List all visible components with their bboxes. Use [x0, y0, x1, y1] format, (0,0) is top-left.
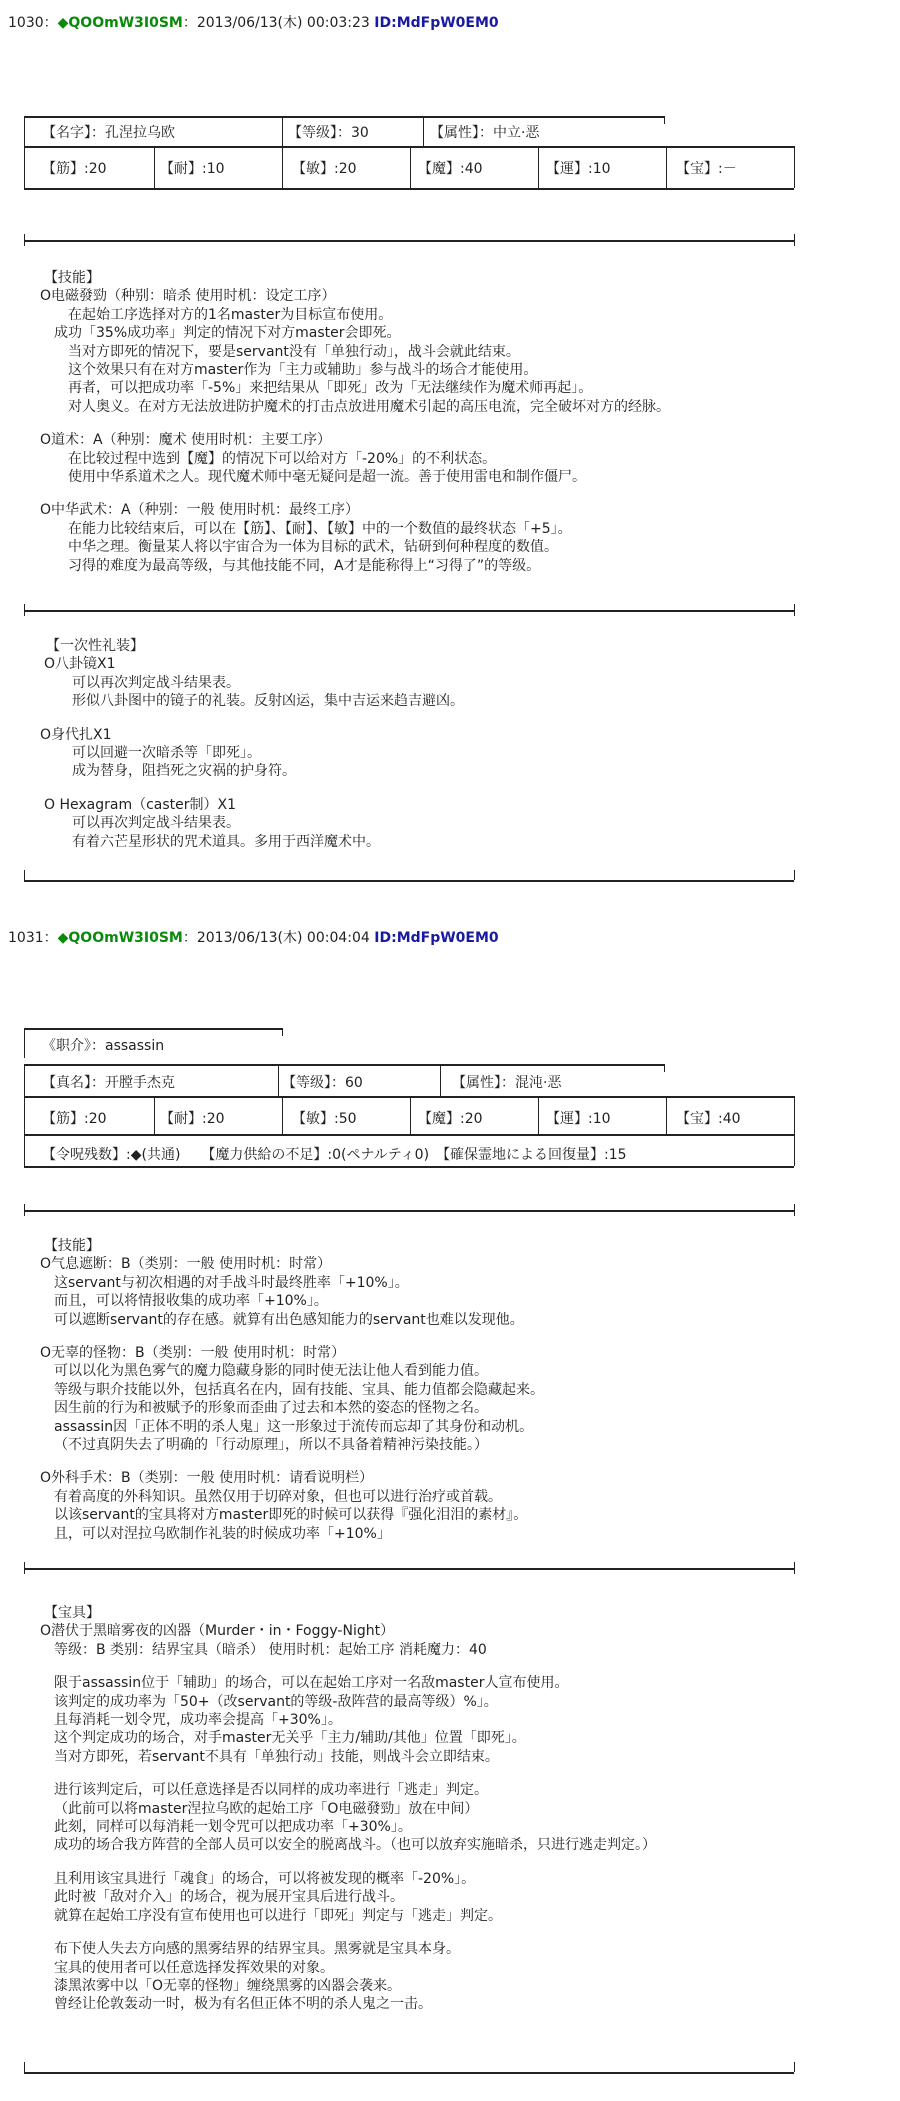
item-name: O Hexagram（caster制）X1 [44, 796, 237, 813]
servant-name: 【真名】：开膛手杰克 [42, 1075, 175, 1091]
table-divider [24, 1096, 25, 1134]
table-divider [154, 1096, 155, 1134]
skill-name: O道术：A（种别：魔术 使用时机：主要工序） [40, 432, 332, 449]
skill-desc: 使用中华系道术之人。现代魔术师中毫无疑问是超一流。善于使用雷电和制作僵尸。 [68, 469, 586, 486]
section-border [24, 1210, 794, 1212]
skill-desc: 再者，可以把成功率「-5%」来把结果从「即死」改为「无法继续作为魔术师再起」。 [68, 380, 593, 397]
post-header-1031 [8, 929, 499, 947]
table-divider [282, 116, 283, 146]
section-divider [794, 1562, 795, 1574]
table-border [24, 1064, 664, 1066]
table-border [24, 188, 794, 190]
section-border [24, 1568, 794, 1570]
stat-mag: 【魔】:40 [418, 161, 483, 177]
table-divider [24, 146, 25, 188]
skill-name: O外科手术：B（类别：一般 使用时机：请看说明栏） [40, 1470, 374, 1487]
skill-desc: 在能力比较结束后，可以在【筋】、【耐】、【敏】中的一个数值的最终状态「+5」。 [68, 520, 572, 537]
table-border [24, 1134, 794, 1136]
table-divider [440, 1064, 441, 1096]
table-divider [423, 116, 424, 146]
stat-luck: 【運】:10 [546, 1111, 611, 1127]
spacer [40, 1659, 656, 1674]
poster-id[interactable]: ID:MdFpW0EM0 [374, 930, 499, 946]
table-divider [24, 1134, 25, 1166]
item-name: O八卦镜X1 [44, 656, 116, 673]
table-divider [794, 146, 795, 188]
table-divider [278, 1064, 279, 1096]
spacer [44, 711, 464, 726]
table-divider [410, 1096, 411, 1134]
table-border [24, 116, 664, 118]
section-divider [794, 2062, 795, 2072]
section-divider [794, 234, 795, 246]
skill-desc: 以该servant的宝具将对方master即死的时候可以获得『强化泪泪的素材』。 [54, 1507, 528, 1524]
table-divider [24, 1028, 25, 1058]
np-desc: 此刻，同样可以每消耗一划令咒可以把成功率「+30%」。 [54, 1819, 412, 1836]
poster-name: ◆QOOmW3I0SM [57, 15, 183, 31]
table-border [24, 1028, 282, 1030]
item-desc: 可以再次判定战斗结果表。 [72, 674, 240, 691]
stat-end: 【耐】:20 [160, 1111, 225, 1127]
post-header-1030 [8, 14, 499, 32]
section-divider [794, 604, 795, 616]
table-border [24, 1096, 794, 1098]
stat-end: 【耐】:10 [160, 161, 225, 177]
servant-class: 《职介》：assassin [42, 1038, 165, 1054]
table-divider [154, 146, 155, 188]
section-title: 【技能】 [44, 1238, 100, 1254]
section-divider [794, 1204, 795, 1216]
stat-mag: 【魔】:20 [418, 1111, 483, 1127]
servant-rank: 【等级】：60 [282, 1075, 363, 1091]
skill-name: O无辜的怪物：B（类别：一般 使用时机：时常） [40, 1345, 346, 1362]
post-number[interactable]: 1030 [8, 15, 44, 31]
skill-desc: 当对方即死的情况下，要是servant没有「单独行动」，战斗会就此结束。 [68, 343, 520, 360]
np-desc: 曾经让伦敦轰动一时，极为有名但正体不明的杀人鬼之一击。 [54, 1996, 432, 2013]
np-desc: 当对方即死，若servant不具有「单独行动」技能，则战斗会立即结束。 [54, 1748, 499, 1765]
table-divider [282, 1096, 283, 1134]
table-divider [664, 116, 665, 124]
section-divider [794, 870, 795, 880]
skill-desc: 因生前的行为和被赋予的形象而歪曲了过去和本然的姿态的怪物之名。 [54, 1400, 488, 1417]
np-desc: 该判定的成功率为「50+（改servant的等级-敌阵营的最高等级）%」。 [54, 1693, 498, 1710]
skill-desc: 中华之理。衡量某人将以宇宙合为一体为目标的武术，钻研到何种程度的数值。 [68, 539, 558, 556]
np-desc: 这个判定成功的场合，对手master无关乎「主力/辅助/其他」位置「即死」。 [54, 1730, 526, 1747]
stat-np: 【宝】:40 [676, 1111, 741, 1127]
section-border [24, 610, 794, 612]
spacer [44, 781, 464, 796]
skill-desc: 且，可以对涅拉乌欧制作礼装的时候成功率「+10%」 [54, 1525, 391, 1542]
section-title: 【技能】 [44, 270, 100, 286]
stat-agi: 【敏】:20 [292, 161, 357, 177]
spacer [40, 486, 670, 501]
table-divider [666, 146, 667, 188]
skill-desc: 对人奥义。在对方无法放进防护魔术的打击点放进用魔术引起的高压电流，完全破坏对方的经脉。 [68, 398, 670, 415]
table-divider [794, 1096, 795, 1134]
item-desc: 可以回避一次暗杀等「即死」。 [72, 745, 261, 762]
skill-desc: 等级与职介技能以外，包括真名在内，固有技能、宝具、能力值都会隐藏起来。 [54, 1381, 544, 1398]
post-separator: ： [43, 15, 58, 31]
table-divider [24, 1064, 25, 1096]
section-title: 【宝具】 [44, 1605, 100, 1621]
skill-desc: 成功「35%成功率」判定的情况下对方master会即死。 [54, 325, 401, 342]
servant-attribute: 【属性】：混沌·恶 [452, 1075, 562, 1091]
skill-name: O中华武术：A（种别：一般 使用时机：最终工序） [40, 502, 360, 519]
spacer [40, 1766, 656, 1781]
np-desc: 布下使人失去方向感的黑雾结界的结界宝具。黑雾就是宝具本身。 [54, 1941, 460, 1958]
item-desc: 成为替身，阻挡死之灾祸的护身符。 [72, 763, 296, 780]
section-divider [24, 234, 25, 246]
np-desc: 成功的场合我方阵营的全部人员可以安全的脱离战斗。（也可以放弃实施暗杀，只进行逃走判定。） [54, 1837, 656, 1854]
section-title: 【一次性礼装】 [46, 638, 144, 654]
servant-attribute: 【属性】：中立·恶 [430, 125, 540, 141]
skills-block-1031 [40, 1237, 544, 1543]
section-divider [24, 2062, 25, 2072]
item-name: O身代扎X1 [40, 726, 112, 743]
skill-name: O气息遮断：B（类别：一般 使用时机：时常） [40, 1256, 332, 1273]
stat-np: 【宝】:－ [676, 161, 737, 177]
table-divider [410, 146, 411, 188]
table-divider [282, 1028, 283, 1036]
skill-desc: 在比较过程中选到【魔】的情况下可以给对方「-20%」的不利状态。 [68, 450, 497, 467]
stat-luck: 【運】:10 [546, 161, 611, 177]
spacer [40, 1925, 656, 1940]
np-desc: 限于assassin位于「辅助」的场合，可以在起始工序对一名敌master人宣布使用。 [54, 1675, 569, 1692]
np-block-1031 [40, 1604, 656, 2014]
command-seal-row: 【令呪残数】:◆(共通) 【魔力供給の不足】:0(ペナルティ0) 【確保霊地による回復量】:15 [42, 1147, 627, 1163]
section-divider [24, 1562, 25, 1574]
section-border [24, 240, 794, 242]
np-desc: 宝具的使用者可以任意选择发挥效果的对象。 [54, 1959, 334, 1976]
skill-desc: 这servant与初次相遇的对手战斗时最终胜率「+10%」。 [54, 1274, 409, 1291]
np-desc: 进行该判定后，可以任意选择是否以同样的成功率进行「逃走」判定。 [54, 1782, 488, 1799]
stat-str: 【筋】:20 [42, 1111, 107, 1127]
np-desc: （此前可以将master涅拉乌欧的起始工序「O电磁發勁」放在中间） [54, 1800, 479, 1817]
table-border [24, 1166, 794, 1168]
np-desc: 且每消耗一划令咒，成功率会提高「+30%」。 [54, 1712, 342, 1729]
item-desc: 有着六芒星形状的咒术道具。多用于西洋魔术中。 [72, 833, 380, 850]
spacer [40, 1855, 656, 1870]
item-desc: 形似八卦图中的镜子的礼装。反射凶运，集中吉运来趋吉避凶。 [72, 693, 464, 710]
np-desc: 且利用该宝具进行「魂食」的场合，可以将被发现的概率「-20%」。 [54, 1870, 476, 1887]
skill-desc: 而且，可以将情报收集的成功率「+10%」。 [54, 1293, 328, 1310]
table-divider [664, 1064, 665, 1072]
skill-desc: 可以遮断servant的存在感。就算有出色感知能力的servant也难以发现他。 [54, 1311, 524, 1328]
skills-block-1030 [40, 269, 670, 575]
spacer [40, 416, 670, 431]
np-desc: 此时被「敌对介入」的场合，视为展开宝具后进行战斗。 [54, 1889, 404, 1906]
poster-id[interactable]: ID:MdFpW0EM0 [374, 15, 499, 31]
table-divider [24, 116, 25, 146]
section-divider [24, 870, 25, 880]
skill-desc: 习得的难度为最高等级，与其他技能不同，A才是能称得上“习得了”的等级。 [68, 557, 541, 574]
post-date: ：2013/06/13(木) 00:03:23 [182, 15, 370, 31]
post-separator: ： [43, 930, 58, 946]
table-divider [538, 1096, 539, 1134]
servant-rank: 【等级】：30 [288, 125, 369, 141]
table-border [24, 146, 794, 148]
item-desc: 可以再次判定战斗结果表。 [72, 815, 240, 832]
skill-desc: 这个效果只有在对方master作为「主力或辅助」参与战斗的场合才能使用。 [68, 362, 538, 379]
skill-desc: 有着高度的外科知识。虽然仅用于切碎对象，但也可以进行治疗或首载。 [54, 1488, 502, 1505]
skill-desc: 可以以化为黑色雾气的魔力隐藏身影的同时使无法让他人看到能力值。 [54, 1363, 488, 1380]
table-divider [666, 1096, 667, 1134]
np-stats: 等级：B 类别：结界宝具（暗杀） 使用时机：起始工序 消耗魔力：40 [54, 1641, 487, 1658]
spacer [40, 1454, 544, 1469]
table-divider [538, 146, 539, 188]
np-name: O潜伏于黑暗雾夜的凶器（Murder・in・Foggy-Night） [40, 1623, 395, 1640]
stat-agi: 【敏】:50 [292, 1111, 357, 1127]
section-border [24, 2072, 794, 2074]
section-divider [24, 1204, 25, 1216]
np-desc: 漆黑浓雾中以「O无辜的怪物」缠绕黑雾的凶器会袭来。 [54, 1977, 402, 1994]
section-border [24, 880, 794, 882]
servant-name: 【名字】：孔涅拉乌欧 [42, 125, 175, 141]
skill-desc: （不过真阴失去了明确的「行动原理」，所以不具备着精神污染技能。） [54, 1437, 488, 1454]
post-date: ：2013/06/13(木) 00:04:04 [182, 930, 370, 946]
spacer [40, 1329, 544, 1344]
poster-name: ◆QOOmW3I0SM [57, 930, 183, 946]
section-divider [24, 604, 25, 616]
np-desc: 就算在起始工序没有宣布使用也可以进行「即死」判定与「逃走」判定。 [54, 1907, 502, 1924]
post-number[interactable]: 1031 [8, 930, 44, 946]
skill-desc: assassin因「正体不明的杀人鬼」这一形象过于流传而忘却了其身份和动机。 [54, 1418, 534, 1435]
table-divider [794, 1134, 795, 1166]
skill-desc: 在起始工序选择对方的1名master为目标宣布使用。 [68, 306, 393, 323]
skill-name: O电磁發勁（种别：暗杀 使用时机：设定工序） [40, 288, 336, 305]
stat-str: 【筋】:20 [42, 161, 107, 177]
items-block-1030 [40, 637, 464, 851]
table-divider [282, 146, 283, 188]
